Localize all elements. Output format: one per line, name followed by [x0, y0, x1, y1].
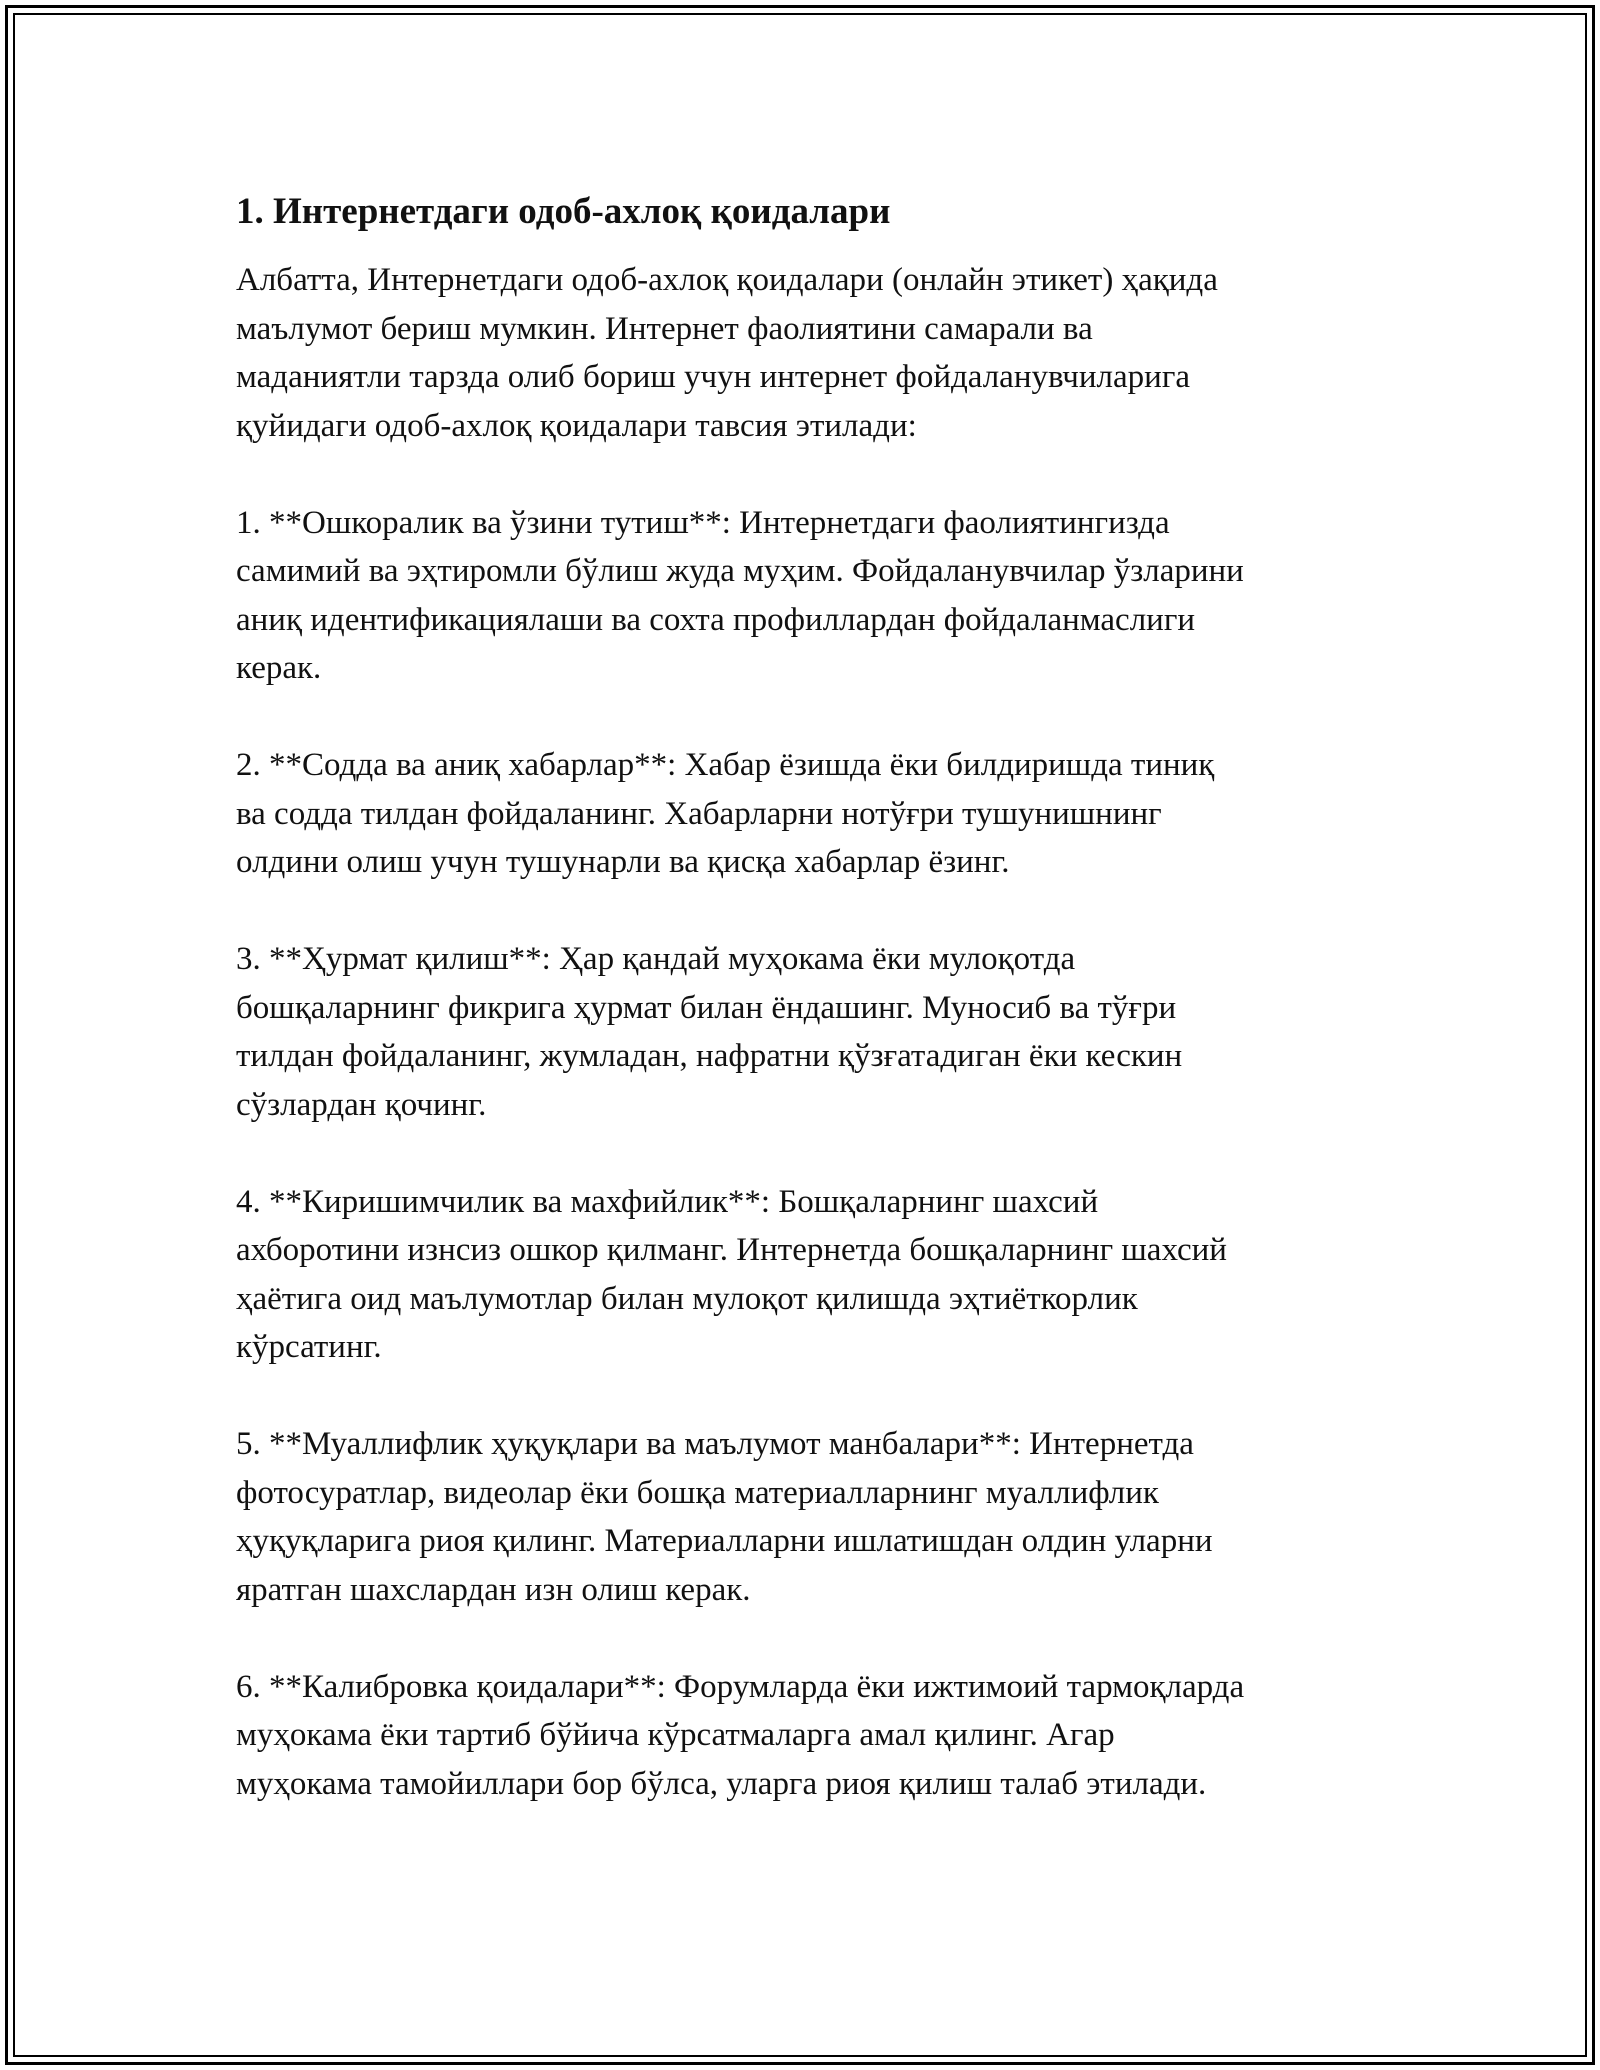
rule-paragraph-4: 4. **Киришимчилик ва махфийлик**: Бошқаларнинг шахсий ахборотини изнсиз ошкор қилманг. Интернетда бошқаларнинг шахсий ҳаётига оид маълумотлар билан мулоқот қилишда эҳтиёткорлик кўрсатинг.: [236, 1183, 1227, 1365]
document-title: 1. Интернетдаги одоб-ахлоқ қоидалари: [236, 191, 891, 232]
rule-paragraph-3: 3. **Ҳурмат қилиш**: Ҳар қандай муҳокама ёки мулоқотда бошқаларнинг фикрига ҳурмат билан ёндашинг. Муносиб ва тўғри тилдан фойдаланинг, жумладан, нафратни қўзғатадиган ёки кескин сўзлардан қочинг.: [236, 941, 1183, 1123]
rule-paragraph-1: 1. **Ошкоралик ва ўзини тутиш**: Интернетдаги фаолиятингизда самимий ва эҳтиромли бўлиш жуда муҳим. Фойдаланувчилар ўзларини аниқ идентификациялаши ва сохта профиллардан фойдаланмаслиги керак.: [236, 504, 1244, 686]
rule-paragraph-6: 6. **Калибровка қоидалари**: Форумларда ёки ижтимоий тармоқларда муҳокама ёки тартиб бўйича кўрсатмаларга амал қилинг. Агар муҳокама тамойиллари бор бўлса, уларга риоя қилиш талаб этилади.: [236, 1668, 1245, 1802]
rule-paragraph-2: 2. **Содда ва аниқ хабарлар**: Хабар ёзишда ёки билдиришда тиниқ ва содда тилдан фойдаланинг. Хабарларни нотўғри тушунишнинг олдини олиш учун тушунарли ва қисқа хабарлар ёзинг.: [236, 747, 1215, 880]
intro-paragraph: Албатта, Интернетдаги одоб-ахлоқ қоидалари (онлайн этикет) ҳақида маълумот бериш мумкин. Интернет фаолиятини самарали ва маданиятли тарзда олиб бориш учун интернет фойдаланувчиларига қуйидаги одоб-ахлоқ қоидалари тавсия этилади:: [236, 262, 1218, 444]
document-body: [236, 186, 1376, 1857]
rule-paragraph-5: 5. **Муаллифлик ҳуқуқлари ва маълумот манбалари**: Интернетда фотосуратлар, видеолар ёки бошқа материалларнинг муаллифлик ҳуқуқларига риоя қилинг. Материалларни ишлатишдан олдин уларни яратган шахслардан изн олиш керак.: [236, 1426, 1213, 1608]
